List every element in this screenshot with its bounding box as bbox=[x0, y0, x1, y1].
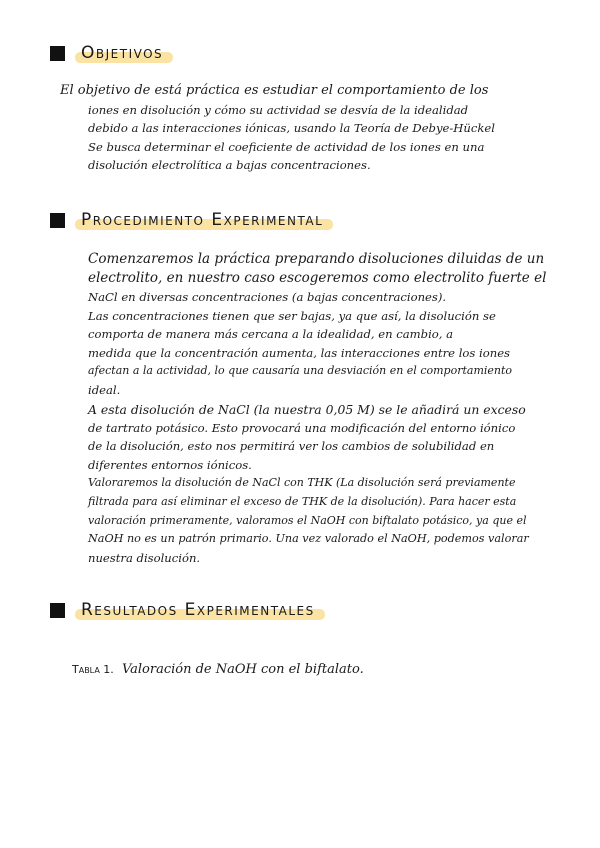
table-caption bbox=[72, 662, 364, 677]
text-line: de la disolución, esto nos permitirá ver los cambios de solubilidad en bbox=[88, 439, 495, 454]
text-line: NaOH no es un patrón primario. Una vez valorado el NaOH, podemos valorar bbox=[88, 532, 529, 546]
text-line: ideal. bbox=[88, 382, 121, 397]
text-line: debido a las interacciones iónicas, usando la Teoría de Debye-Hückel bbox=[88, 121, 495, 136]
table-caption-label: Tabla 1. bbox=[72, 663, 114, 676]
text-line: NaCl en diversas concentraciones (a bajas concentraciones). bbox=[88, 290, 447, 304]
text-line: diferentes entornos iónicos. bbox=[88, 457, 252, 472]
heading-procedimiento: Procedimiento Experimental bbox=[77, 209, 327, 231]
text-line: Valoraremos la disolución de NaCl con THK (La disolución será previamente bbox=[88, 476, 516, 490]
text-line: valoración primeramente, valoramos el NaOH con biftalato potásico, ya que el bbox=[88, 513, 527, 527]
text-line: Las concentraciones tienen que ser bajas, ya que así, la disolución se bbox=[88, 308, 496, 323]
text-line: El objetivo de está práctica es estudiar el comportamiento de los bbox=[60, 83, 489, 98]
text-line: Se busca determinar el coeficiente de actividad de los iones en una bbox=[88, 139, 485, 154]
text-line: de tartrato potásico. Esto provocará una modificación del entorno iónico bbox=[88, 420, 516, 435]
objetivos-paragraph bbox=[60, 82, 495, 175]
heading-objetivos: Objetivos bbox=[77, 42, 167, 64]
procedimiento-paragraph bbox=[88, 250, 546, 567]
text-line: afectan a la actividad, lo que causaría una desviación en el comportamiento bbox=[88, 364, 513, 378]
table-caption-text: Valoración de NaOH con el biftalato. bbox=[121, 662, 364, 677]
heading-resultados: Resultados Experimentales bbox=[77, 599, 319, 621]
text-line: medida que la concentración aumenta, las interacciones entre los iones bbox=[88, 345, 511, 360]
text-line: disolución electrolítica a bajas concentraciones. bbox=[88, 158, 371, 173]
text-line: nuestra disolución. bbox=[88, 550, 201, 565]
section-bullet-icon bbox=[50, 46, 65, 61]
text-line: A esta disolución de NaCl (la nuestra 0,05 M) se le añadirá un exceso bbox=[88, 401, 526, 417]
section-procedimiento-header bbox=[50, 209, 327, 231]
text-line: iones en disolución y cómo su actividad se desvía de la idealidad bbox=[88, 102, 469, 117]
text-line: electrolito, en nuestro caso escogeremos como electrolito fuerte el bbox=[88, 270, 547, 286]
section-bullet-icon bbox=[50, 213, 65, 228]
text-line: Comenzaremos la práctica preparando disoluciones diluidas de un bbox=[88, 251, 545, 267]
section-bullet-icon bbox=[50, 603, 65, 618]
section-resultados-header bbox=[50, 599, 319, 621]
section-objetivos-header bbox=[50, 42, 167, 64]
text-line: comporta de manera más cercana a la idealidad, en cambio, a bbox=[88, 327, 454, 342]
text-line: filtrada para así eliminar el exceso de THK de la disolución). Para hacer esta bbox=[88, 494, 517, 508]
